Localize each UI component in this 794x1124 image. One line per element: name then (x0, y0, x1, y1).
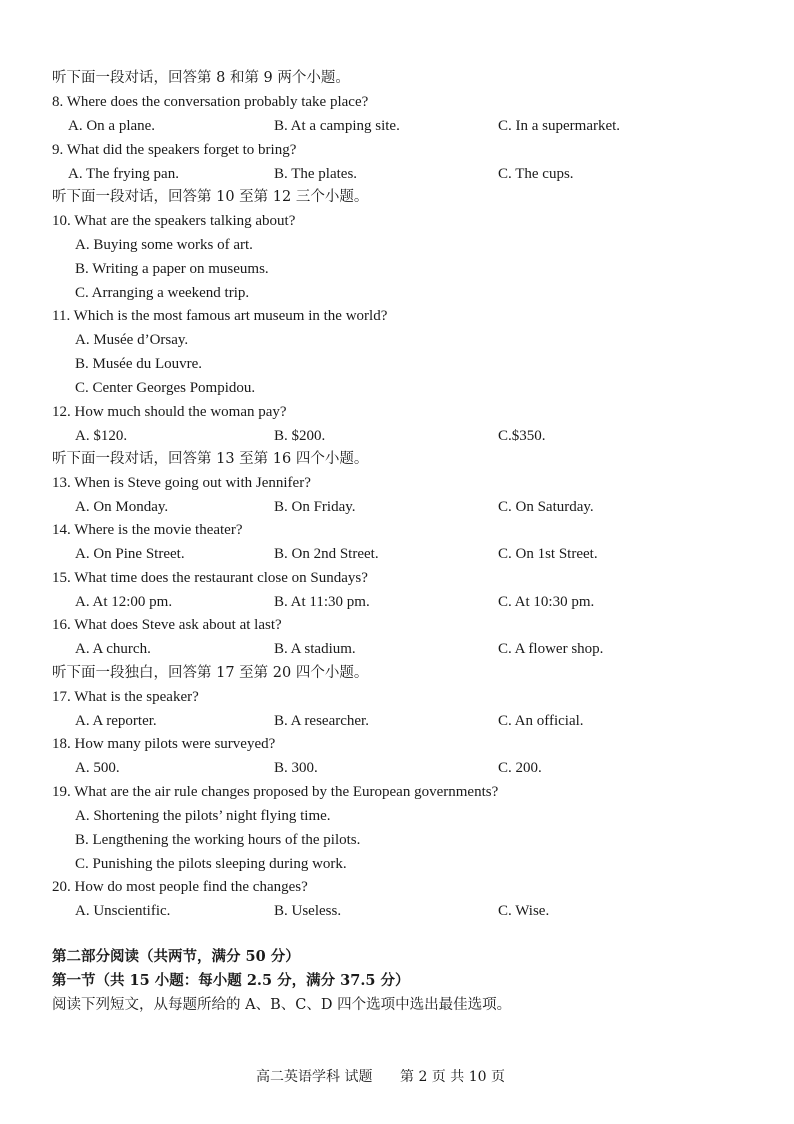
option-a: A. On Monday. (75, 499, 169, 515)
option-b: B. $200. (274, 428, 326, 444)
option-b: B. 300. (274, 760, 318, 776)
question-stem: 8. Where does the conversation probably take place? (52, 94, 369, 110)
option-a: A. At 12:00 pm. (75, 594, 173, 610)
option-c: C. Arranging a weekend trip. (75, 285, 250, 301)
option-c: C. 200. (498, 760, 542, 776)
section-instruction: 听下面一段对话，回答第 8 和第 9 两个小题。 (52, 70, 350, 86)
option-a: A. On Pine Street. (75, 546, 185, 562)
section-title: 第一节（共 15 小题：每小题 2.5 分，满分 37.5 分） (52, 972, 410, 989)
question-stem: 17. What is the speaker? (52, 689, 199, 705)
question-stem: 18. How many pilots were surveyed? (52, 736, 276, 752)
option-b: B. Musée du Louvre. (75, 356, 203, 372)
option-c: C. On 1st Street. (498, 546, 598, 562)
option-b: B. On Friday. (274, 499, 356, 515)
option-b: B. Lengthening the working hours of the pilots. (75, 832, 361, 848)
option-b: B. Writing a paper on museums. (75, 261, 269, 277)
question-stem: 13. When is Steve going out with Jennifer? (52, 475, 311, 491)
footer-subject: 高二英语学科 试题 (256, 1069, 373, 1085)
option-c: C. Punishing the pilots sleeping during work. (75, 856, 347, 872)
option-c: C. In a supermarket. (498, 118, 621, 134)
question-stem: 20. How do most people find the changes? (52, 879, 308, 895)
question-stem: 10. What are the speakers talking about? (52, 213, 296, 229)
option-a: A. On a plane. (68, 118, 156, 134)
question-stem: 9. What did the speakers forget to bring? (52, 142, 297, 158)
section-instruction: 听下面一段独白，回答第 17 至第 20 四个小题。 (52, 665, 369, 681)
option-c: C.$350. (498, 428, 546, 444)
option-c: C. On Saturday. (498, 499, 594, 515)
option-a: A. A reporter. (75, 713, 157, 729)
option-a: A. Shortening the pilots’ night flying time. (75, 808, 331, 824)
reading-instruction: 阅读下列短文，从每题所给的 A、B、C、D 四个选项中选出最佳选项。 (52, 997, 512, 1013)
option-b: B. At 11:30 pm. (274, 594, 370, 610)
option-a: A. $120. (75, 428, 128, 444)
question-stem: 12. How much should the woman pay? (52, 404, 287, 420)
part-title: 第二部分阅读（共两节，满分 50 分） (52, 948, 300, 965)
option-a: A. The frying pan. (68, 166, 179, 182)
option-c: C. A flower shop. (498, 641, 604, 657)
footer-page-number: 第 2 页 共 10 页 (400, 1069, 505, 1085)
option-c: C. At 10:30 pm. (498, 594, 595, 610)
question-stem: 16. What does Steve ask about at last? (52, 617, 282, 633)
option-c: C. The cups. (498, 166, 574, 182)
option-b: B. On 2nd Street. (274, 546, 379, 562)
option-b: B. Useless. (274, 903, 342, 919)
question-stem: 14. Where is the movie theater? (52, 522, 243, 538)
option-b: B. A researcher. (274, 713, 369, 729)
section-instruction: 听下面一段对话，回答第 10 至第 12 三个小题。 (52, 189, 369, 205)
option-b: B. The plates. (274, 166, 358, 182)
option-c: C. Wise. (498, 903, 550, 919)
option-c: C. An official. (498, 713, 584, 729)
question-stem: 15. What time does the restaurant close on Sundays? (52, 570, 368, 586)
option-a: A. 500. (75, 760, 120, 776)
option-c: C. Center Georges Pompidou. (75, 380, 256, 396)
option-b: B. At a camping site. (274, 118, 400, 134)
option-a: A. Musée d’Orsay. (75, 332, 189, 348)
option-a: A. A church. (75, 641, 151, 657)
option-b: B. A stadium. (274, 641, 356, 657)
option-a: A. Unscientific. (75, 903, 171, 919)
option-a: A. Buying some works of art. (75, 237, 253, 253)
question-stem: 11. Which is the most famous art museum in the world? (52, 308, 388, 324)
question-stem: 19. What are the air rule changes proposed by the European governments? (52, 784, 499, 800)
section-instruction: 听下面一段对话，回答第 13 至第 16 四个小题。 (52, 451, 369, 467)
